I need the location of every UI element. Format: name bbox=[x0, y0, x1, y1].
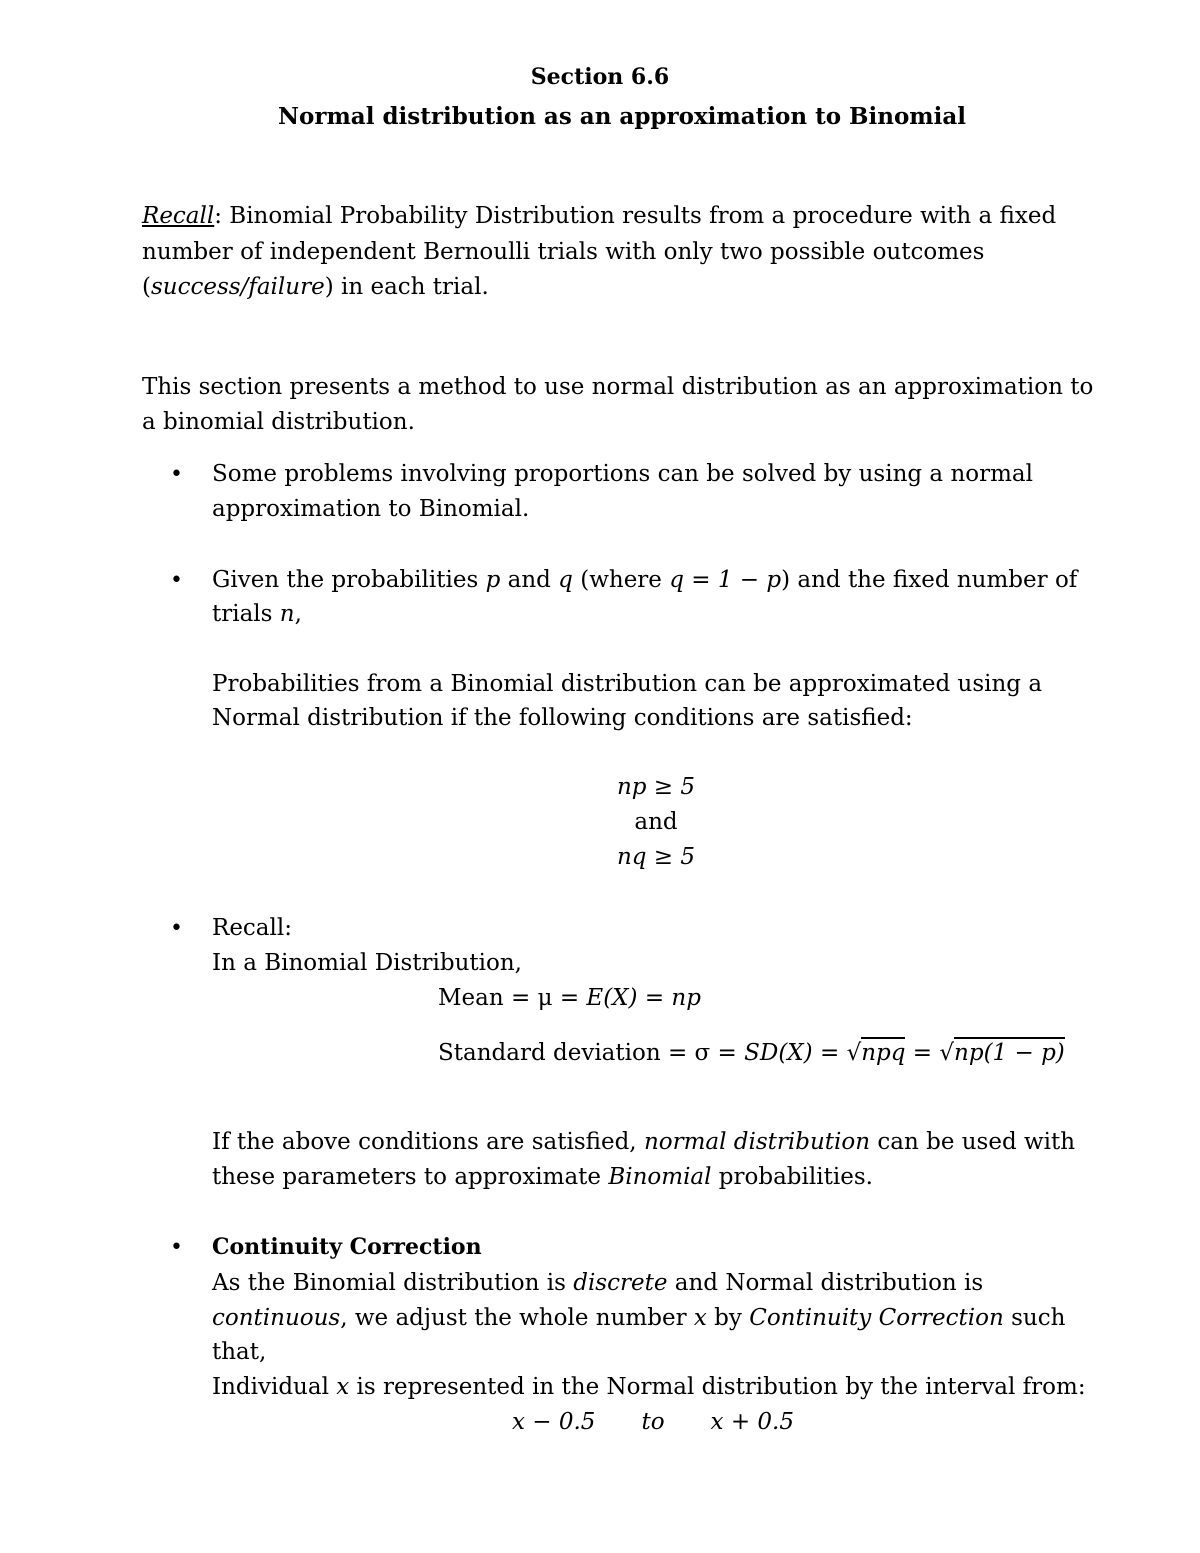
bullet2-line-2: trials n, bbox=[212, 601, 302, 627]
recall-line-2: number of independent Bernoulli trials with only two possible outcomes bbox=[142, 239, 985, 265]
recall-line-1: Recall: Binomial Probability Distribution results from a procedure with a fixed bbox=[142, 203, 1057, 229]
bullet-icon: • bbox=[170, 568, 183, 593]
bullet3-after-line-1: If the above conditions are satisfied, normal distribution can be used with bbox=[212, 1129, 1076, 1155]
bullet4-line-4: Individual x is represented in the Normal distribution by the interval from: bbox=[212, 1374, 1086, 1400]
bullet4-line-2: continuous, we adjust the whole number x by Continuity Correction such bbox=[212, 1305, 1066, 1331]
bullet3-recall: Recall: bbox=[212, 915, 292, 941]
sd-formula: Standard deviation = σ = SD(X) = √npq = √np(1 − p) bbox=[438, 1040, 1065, 1068]
bullet1-line-2: approximation to Binomial. bbox=[212, 496, 530, 522]
mean-formula: Mean = μ = E(X) = np bbox=[438, 985, 701, 1011]
continuity-correction-heading: Continuity Correction bbox=[212, 1234, 482, 1260]
intro-line-1: This section presents a method to use normal distribution as an approximation to bbox=[142, 374, 1094, 400]
bullet3-intro: In a Binomial Distribution, bbox=[212, 950, 522, 976]
bullet2-line-1: Given the probabilities p and q (where q = 1 − p) and the fixed number of bbox=[212, 567, 1078, 593]
bullet-icon: • bbox=[170, 462, 183, 487]
interval-formula: x − 0.5 to x + 0.5 bbox=[512, 1409, 794, 1435]
bullet1-line-1: Some problems involving proportions can be solved by using a normal bbox=[212, 461, 1033, 487]
bullet2-para-line-1: Probabilities from a Binomial distribution can be approximated using a bbox=[212, 671, 1043, 697]
intro-line-2: a binomial distribution. bbox=[142, 409, 415, 435]
bullet2-para-line-2: Normal distribution if the following conditions are satisfied: bbox=[212, 705, 913, 731]
bullet4-line-1: As the Binomial distribution is discrete and Normal distribution is bbox=[212, 1270, 984, 1296]
bullet4-line-3: that, bbox=[212, 1339, 267, 1365]
recall-line-3: (success/failure) in each trial. bbox=[142, 274, 489, 300]
bullet-icon: • bbox=[170, 916, 183, 941]
section-number: Section 6.6 bbox=[530, 64, 670, 90]
condition-nq: nq ≥ 5 bbox=[616, 844, 696, 870]
page-title: Normal distribution as an approximation to Binomial bbox=[277, 103, 966, 130]
bullet-icon: • bbox=[170, 1235, 183, 1260]
condition-np: np ≥ 5 bbox=[616, 774, 696, 800]
condition-and: and bbox=[634, 809, 678, 835]
recall-label: Recall bbox=[142, 203, 215, 229]
bullet3-after-line-2: these parameters to approximate Binomial probabilities. bbox=[212, 1164, 873, 1190]
